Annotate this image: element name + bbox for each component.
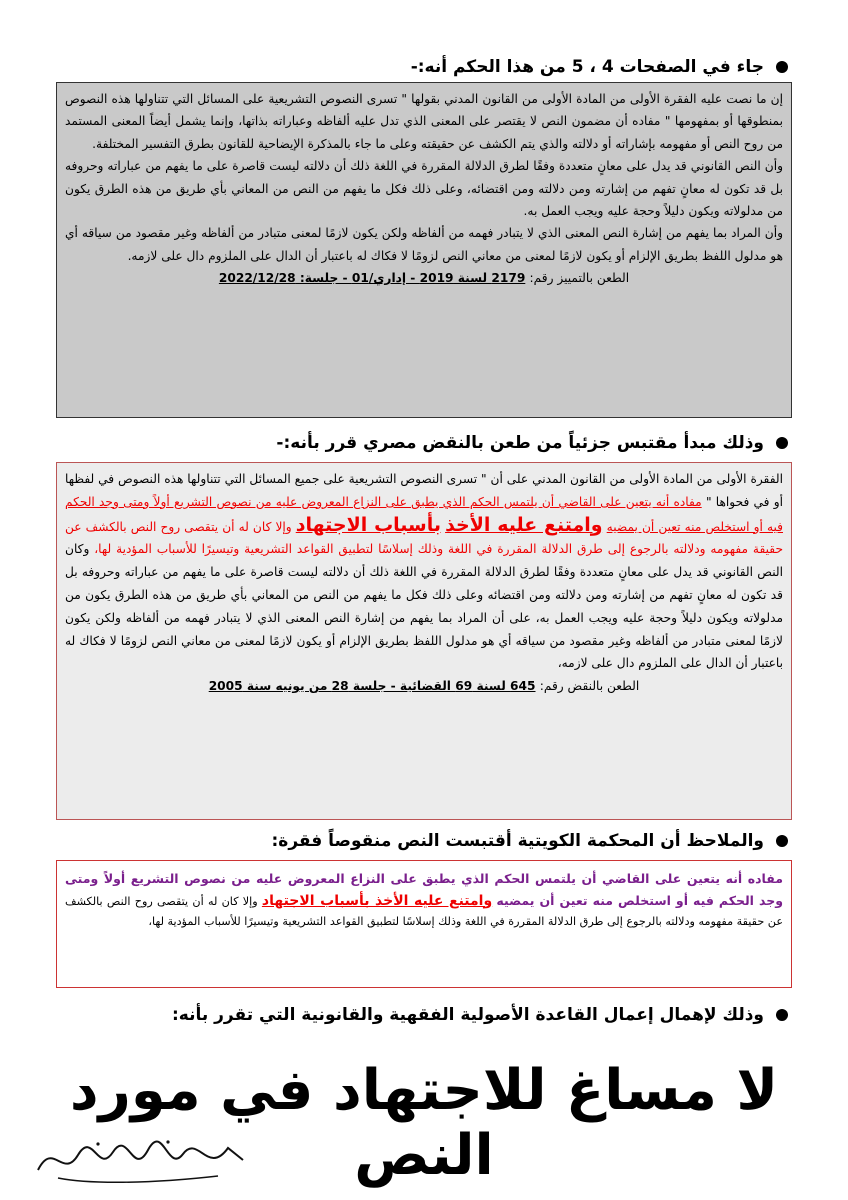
case-reference-label: الطعن بالتمييز رقم: [529,271,630,286]
section1-heading-text: جاء في الصفحات 4 ، 5 من هذا الحكم أنه:- [410,57,764,77]
section2-heading [40,430,788,456]
purple-text: مفاده أنه يتعين على القاضي أن يلتمس الحكم الذي يطبق على النزاع المعروض عليه من نصوص التشريع أولاً ومتى وجد الحكم فيه أو استخلص منه تعين أن يمضيه [65,871,783,908]
bullet-icon [776,437,788,449]
highlight-red-text: وإلا كان له أن يتقصى روح النص بالكشف عن حقيقة مفهومه ودلالته بالرجوع إلى طرق الدلالة المقررة في اللغة وذلك إسلاسًا لتطبيق القواعد التشريعية وتيسيرًا للأسباب المؤدية لها، [65,519,783,557]
paragraph [65,869,783,933]
paragraph: وأن النص القانوني قد يدل على معانٍ متعددة وفقًا لطرق الدلالة المقررة في اللغة ذلك أن دلالته ليست قاصرة على ما يفهم من عباراته وحروفه بل قد تكون له معانٍ تفهم من إشارته ومن دلالته ومن اقتضائه، وعلى ذلك فكل ما يفهم من النص من المعاني بأي طريق من هذه الطرق يكون من مدلولاته ويكون دليلاً وحجة عليه ويجب العمل به. [65,159,783,219]
section4-heading-text: وذلك لإهمال إعمال القاعدة الأصولية الفقهية والقانونية التي تقرر بأنه: [171,1005,764,1025]
emphasis-text: وامتنع عليه الأخذ [445,513,603,536]
case-reference [65,267,783,289]
bullet-icon [776,1009,788,1021]
case-reference-label: الطعن بالنقض رقم: [539,679,640,694]
section4-heading [40,1002,788,1028]
case-reference-number: 2179 لسنة 2019 - إداري/01 - جلسة: 2022/12/28 [218,271,526,286]
paragraph [65,468,783,675]
highlight-red-text: مفاده أنه يتعين على القاضي أن يلتمس الحكم الذي يطبق على النزاع المعروض عليه من نصوص التشريع أولاً ومتى وجد الحكم فيه أو استخلص منه تعين أن يمضيه [65,494,783,534]
emphasis-text: وامتنع عليه الأخذ بأسباب الاجتهاد [261,892,493,909]
quote-box-egypt [56,462,792,820]
section3-heading [40,828,788,854]
section1-heading [40,54,788,80]
intro-text: الفقرة الأولى من المادة الأولى من القانون المدني على أن " تسرى النصوص التشريعية على جميع المسائل التي تتناولها هذه النصوص في لفظها أو في فحواها " [65,472,783,509]
emphasis-text: بأسباب الاجتهاد [295,513,442,536]
body-text: وإلا كان له أن يتقصى روح النص بالكشف عن حقيقة مفهومه ودلالته بالرجوع إلى طرق الدلالة المقررة في اللغة وذلك إسلاسًا لتطبيق القواعد التشريعية وتيسيرًا للأسباب المؤدية لها، [65,894,783,928]
paragraph: إن ما نصت عليه الفقرة الأولى من المادة الأولى من القانون المدني بقولها " تسرى النصوص التشريعية على المسائل التي تتناولها هذه النصوص بمنطوقها أو بمفهومها " مفاده أن مضمون النص لا يقتصر على المعنى الذي تدل عليه ألفاظه وعباراته بذاتها، وإنما يشمل أيضاً المعنى المستمد من روح النص أو مفهومه بإشاراته أو دلالته والذي يتم الكشف عن حقيقته وعلى ما جاء بالمذكرة الإيضاحية للقانون بطرق التفسير المختلفة. [65,92,783,151]
quote-box-kuwait [56,82,792,418]
case-reference-number: 645 لسنة 69 القضائية - جلسة 28 من يونيه سنة 2005 [208,679,536,694]
quote-box-excerpt [56,860,792,988]
case-reference [65,675,783,698]
section2-heading-text: وذلك مبدأ مقتبس جزئياً من طعن بالنقض مصري قرر بأنه:- [276,433,764,453]
paragraph: وأن المراد بما يفهم من إشارة النص المعنى الذي لا يتبادر فهمه من ألفاظه ولكن يكون لازمًا لمعنى متبادر من ألفاظه وغير مقصود من سياقه أي هو مدلول اللفظ بطريق الإلزام أو يكون لازمًا لمعنى من معاني النص لزومًا لا فكاك له باعتبار أن الدال على الملزوم دال على لازمه. [65,226,783,263]
bullet-icon [776,61,788,73]
signature-image [28,1130,258,1190]
final-maxim: لا مساغ للاجتهاد في مورد النص [69,1058,779,1188]
section3-heading-text: والملاحظ أن المحكمة الكويتية أقتبست النص منقوصاً فقرة: [271,831,764,851]
body-text: وكان النص القانوني قد يدل على معانٍ متعددة وفقًا لطرق الدلالة المقررة في اللغة ذلك أن دلالته ليست قاصرة على ما يفهم من عباراته وحروفه بل قد تكون له معانٍ تفهم من إشارته ومن دلالته ومن اقتضائه وعلى ذلك فكل ما يفهم من النص من المعاني بأي طريق من هذه الطرق يكون من مدلولاته ويكون دليلاً وحجة عليه ويجب العمل به، على أن المراد بما يفهم من إشارة النص المعنى الذي لا يتبادر فهمه من ألفاظه ولكن يكون لازمًا لمعنى متبادر من ألفاظه وغير مقصود من سياقه أي هو مدلول اللفظ بطريق الإلزام أو يكون لازمًا لمعنى من معاني النص لزومًا لا فكاك له باعتبار أن الدال على الملزوم دال على لازمه، [65,542,783,671]
bullet-icon [776,835,788,847]
